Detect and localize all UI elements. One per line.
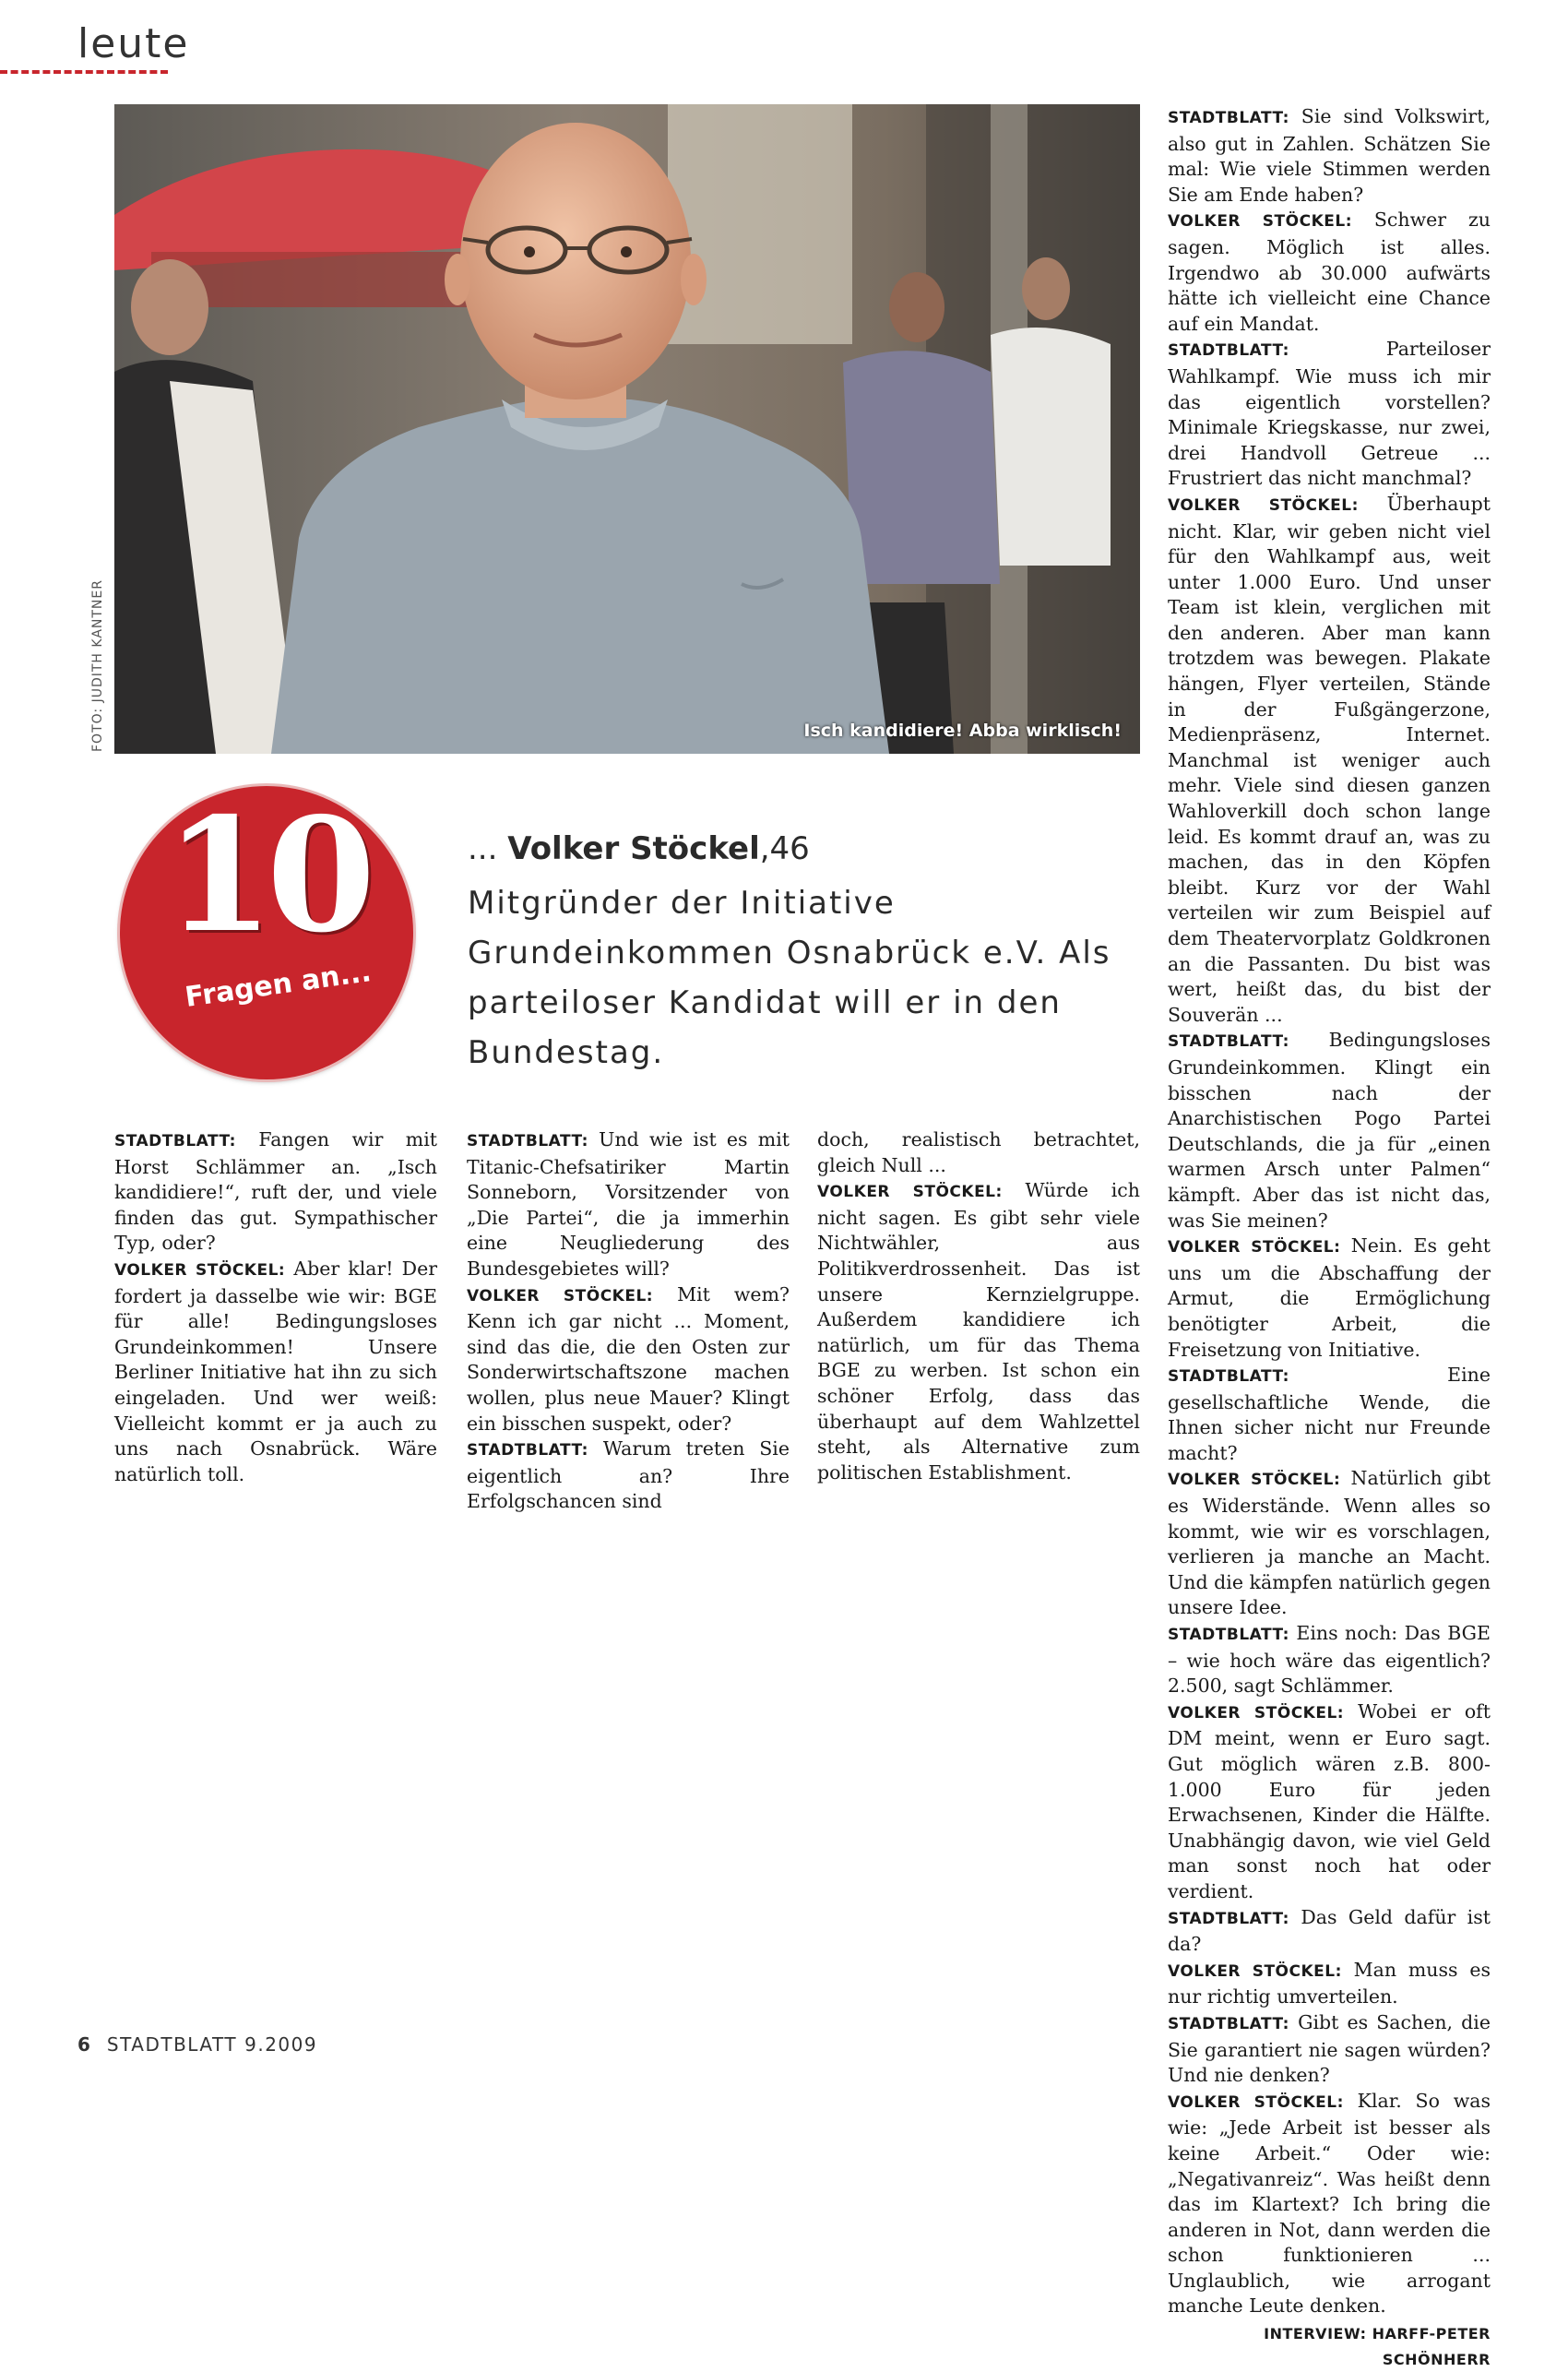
qa-paragraph xyxy=(1168,1905,1491,1958)
qa-text: Das Geld dafür ist da? xyxy=(1168,1905,1491,1956)
qa-paragraph xyxy=(817,1178,1140,1485)
qa-paragraph xyxy=(1168,104,1491,208)
qa-text: Natürlich gibt es Widerstände. Wenn alles so kommt, wie wir es vorschlagen, verlieren ja manche an Macht. Und die kämpfen natürlich gegen unsere Idee. xyxy=(1168,1467,1491,1619)
speaker-label: VOLKER STÖCKEL: xyxy=(1168,495,1359,515)
qa-text: Warum treten Sie eigentlich an? Ihre Erfolgschancen sind xyxy=(467,1437,790,1513)
questions-badge xyxy=(120,786,413,1079)
qa-text: Aber klar! Der fordert ja dasselbe wie wir: BGE für alle! Bedingungsloses Grundeinkommen! Unsere Berliner Initiative hat ihn zu sich eingeladen. Und wer weiß: Vielleicht kommt er ja auch zu uns nach Osnabrück. Wäre natürlich toll. xyxy=(114,1257,437,1485)
speaker-label: VOLKER STÖCKEL: xyxy=(817,1183,1003,1202)
portrait-photo xyxy=(114,104,1140,754)
page-footer xyxy=(77,2033,317,2056)
qa-paragraph xyxy=(1168,1621,1491,1699)
qa-paragraph xyxy=(817,1127,1140,1178)
speaker-label: VOLKER STÖCKEL: xyxy=(1168,212,1352,232)
qa-paragraph xyxy=(1168,492,1491,1028)
qa-text: Mit wem? Kenn ich gar nicht ... Moment, sind das die, die den Osten zur Sonderwirtschaftszone machen wollen, plus neue Mauer? Klingt ein bisschen suspekt, oder? xyxy=(467,1282,790,1435)
speaker-label: STADTBLATT: xyxy=(467,1441,588,1460)
article-column-2 xyxy=(467,1127,790,1515)
speaker-label: STADTBLATT: xyxy=(467,1132,588,1150)
qa-paragraph xyxy=(467,1282,790,1437)
interviewee-name: Volker Stöckel xyxy=(507,830,760,867)
issue-number: 9.2009 xyxy=(244,2033,318,2056)
qa-paragraph xyxy=(1168,2010,1491,2089)
qa-text: Bedingungsloses Grundeinkommen. Klingt ein bisschen nach der Anarchistischen Pogo Partei Deutschlands, die ja für „einen warmen Arsch unter Palmen“ kämpft. Aber das ist nicht das, was Sie meinen? xyxy=(1168,1029,1491,1232)
speaker-label: VOLKER STÖCKEL: xyxy=(467,1286,654,1305)
qa-paragraph xyxy=(467,1436,790,1515)
qa-text: Nein. Es geht uns um die Abschaffung der Armut, die Ermöglichung benötigter Arbeit, die Freisetzung von Initiative. xyxy=(1168,1234,1491,1361)
qa-paragraph xyxy=(1168,1958,1491,2010)
qa-text: doch, realistisch betrachtet, gleich Null ... xyxy=(817,1128,1140,1176)
qa-paragraph xyxy=(467,1127,790,1282)
qa-paragraph xyxy=(1168,208,1491,337)
speaker-label: STADTBLATT: xyxy=(1168,1032,1289,1052)
qa-paragraph xyxy=(1168,2089,1491,2319)
qa-paragraph xyxy=(114,1127,437,1257)
speaker-label: STADTBLATT: xyxy=(1168,1909,1289,1928)
speaker-label: VOLKER STÖCKEL: xyxy=(114,1260,286,1280)
qa-text: Fangen wir mit Horst Schlämmer an. „Isch kandidiere!“, ruft der, und viele finden das gut. Sympathischer Typ, oder? xyxy=(114,1128,437,1255)
speaker-label: VOLKER STÖCKEL: xyxy=(1168,1961,1342,1981)
speaker-label: STADTBLATT: xyxy=(1168,2014,1289,2033)
speaker-label: VOLKER STÖCKEL: xyxy=(1168,1238,1341,1258)
speaker-label: STADTBLATT: xyxy=(114,1132,236,1150)
speaker-label: STADTBLATT: xyxy=(1168,1367,1289,1387)
interviewee-age: ,46 xyxy=(759,830,810,867)
qa-text: Klar. So was wie: „Jede Arbeit ist besser als keine Arbeit.“ Oder wie: „Negativanreiz“. Was heißt denn das im Klartext? Ich bring die anderen in Not, dann werden die schon funktionieren ... Unglaublich, wie arrogant manche Leute denken. xyxy=(1168,2089,1491,2318)
headline-prefix: ... xyxy=(468,830,508,867)
section-label: leute xyxy=(77,20,190,67)
qa-text: Überhaupt nicht. Klar, wir geben nicht viel für den Wahlkampf aus, weit unter 1.000 Euro. Und unser Team ist klein, verglichen mit den anderen. Aber man kann trotzdem was bewegen. Plakate hängen, Flyer verteilen, Stände in der Fußgängerzone, Medienpräsenz, Internet. Manchmal ist weniger auch mehr. Viele sind diesen ganzen Wahloverkill doch schon lange leid. Es kommt drauf an, was zu machen, das in den Köpfen bleibt. Kurz vor der Wahl verteilen wir zum Beispiel auf dem Theatervorplatz Goldkronen an die Passanten. Du bist was wert, heißt das, du bist der Souverän ... xyxy=(1168,492,1491,1026)
qa-paragraph xyxy=(1168,1466,1491,1621)
qa-text: Gibt es Sachen, die Sie garantiert nie sagen würden? Und nie denken? xyxy=(1168,2010,1491,2087)
speaker-label: VOLKER STÖCKEL: xyxy=(1168,2092,1344,2112)
qa-text: Sie sind Volkswirt, also gut in Zahlen. Schätzen Sie mal: Wie viele Stimmen werden Sie am Ende haben? xyxy=(1168,105,1491,206)
qa-text: Parteiloser Wahlkampf. Wie muss ich mir das eigentlich vorstellen? Minimale Kriegskasse, nur zwei, drei Handvoll Getreue ... Frustriert das nicht manchmal? xyxy=(1168,338,1491,490)
speaker-label: STADTBLATT: xyxy=(1168,341,1289,361)
speaker-label: VOLKER STÖCKEL: xyxy=(1168,1471,1341,1490)
qa-text: Eine gesellschaftliche Wende, die Ihnen sicher nicht nur Freunde macht? xyxy=(1168,1364,1491,1464)
qa-paragraph xyxy=(114,1257,437,1487)
qa-text: Eins noch: Das BGE – wie hoch wäre das eigentlich? 2.500, sagt Schlämmer. xyxy=(1168,1622,1491,1698)
article-column-1 xyxy=(114,1127,437,1487)
speaker-label: STADTBLATT: xyxy=(1168,109,1289,127)
section-divider xyxy=(0,70,168,74)
article-column-3 xyxy=(817,1127,1140,1485)
badge-text: Fragen an... xyxy=(183,956,374,1014)
speaker-label: STADTBLATT: xyxy=(1168,1626,1289,1645)
qa-text: Schwer zu sagen. Möglich ist alles. Irgendwo ab 30.000 aufwärts hätte ich vielleicht eine Chance auf ein Mandat. xyxy=(1168,209,1491,335)
qa-text: Wobei er oft DM meint, wenn er Euro sagt. Gut möglich wären z.B. 800-1.000 Euro für jeden Erwachsenen, Kinder die Hälfte. Unabhängig davon, wie viel Geld man sonst noch hat oder verdient. xyxy=(1168,1699,1491,1902)
qa-text: Man muss es nur richtig umverteilen. xyxy=(1168,1958,1491,2008)
photo-credit: FOTO: JUDITH KANTNER xyxy=(90,579,105,752)
page-number: 6 xyxy=(77,2033,90,2056)
badge-number: 10 xyxy=(164,786,369,968)
interview-credit: INTERVIEW: HARFF-PETER SCHÖNHERR xyxy=(1264,2325,1491,2368)
qa-paragraph xyxy=(1168,1699,1491,1905)
qa-paragraph xyxy=(1168,1363,1491,1466)
headline-name-line xyxy=(468,830,1132,867)
portrait-photo-illustration xyxy=(114,104,1140,754)
article-column-4 xyxy=(1168,104,1491,2372)
qa-text: Und wie ist es mit Titanic-Chefsatiriker Martin Sonneborn, Vorsitzender von „Die Partei“, die ja immerhin eine Neugliederung des Bundesgebietes will? xyxy=(467,1128,790,1280)
magazine-name: STADTBLATT xyxy=(106,2033,238,2056)
speaker-label: VOLKER STÖCKEL: xyxy=(1168,1703,1345,1722)
interviewee-description: Mitgründer der Initiative Grundeinkommen Osnabrück e.V. Als parteiloser Kandidat will er in den Bundestag. xyxy=(468,885,1111,1071)
qa-paragraph xyxy=(1168,1234,1491,1363)
photo-caption: Isch kandidiere! Abba wirklisch! xyxy=(803,721,1122,741)
qa-paragraph xyxy=(1168,337,1491,492)
qa-paragraph xyxy=(1168,1028,1491,1234)
headline xyxy=(468,830,1132,1078)
qa-text: Würde ich nicht sagen. Es gibt sehr viele Nichtwähler, aus Politikverdrossenheit. Das ist unsere Kernzielgruppe. Außerdem kandidiere ich natürlich, um für das Thema BGE zu werben. Ist schon ein schöner Erfolg, dass das überhaupt auf dem Wahlzettel steht, als Alternative zum politischen Establishment. xyxy=(817,1179,1140,1484)
